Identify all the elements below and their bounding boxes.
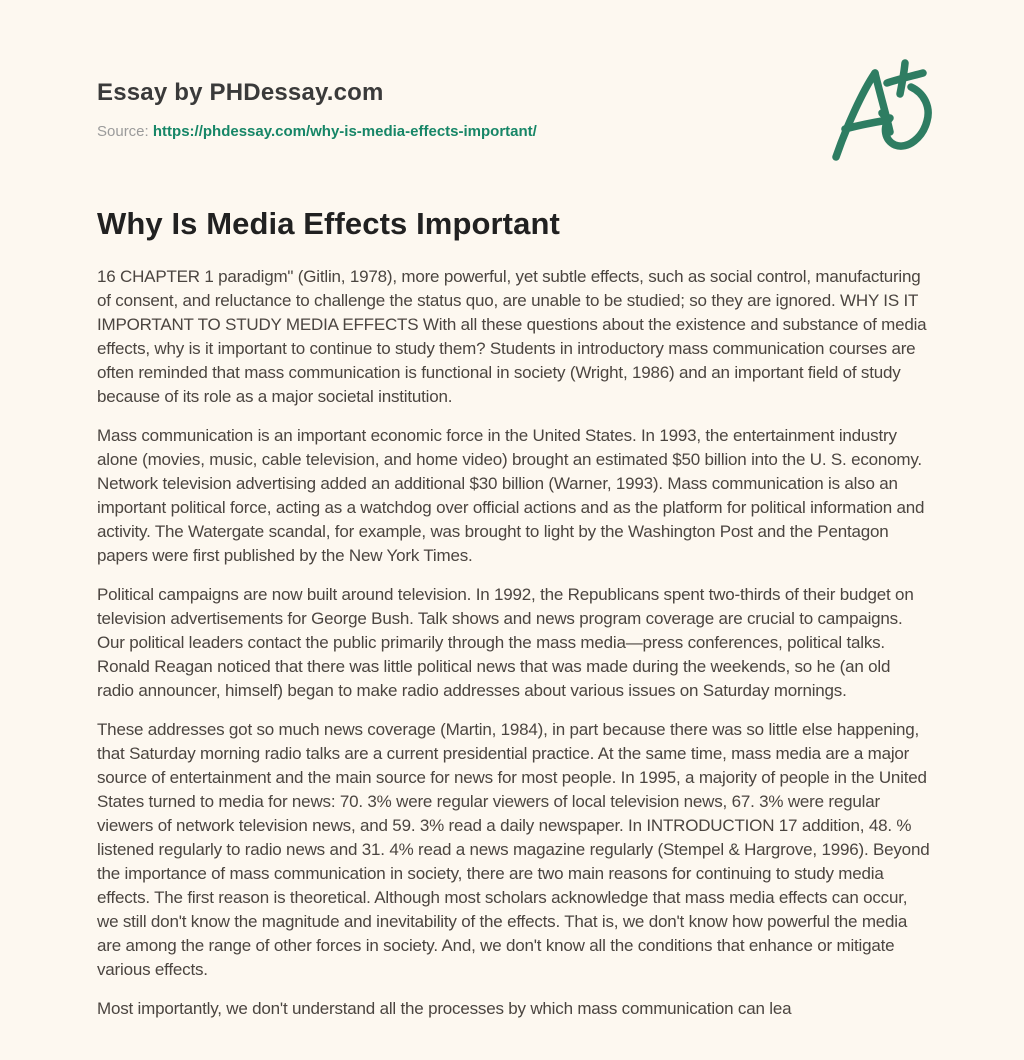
essay-body [97, 265, 930, 1021]
site-header-title: Essay by PHDessay.com [97, 79, 384, 106]
a-plus-logo-icon [826, 56, 938, 174]
content-column [97, 0, 930, 1036]
essay-paragraph-2: Mass communication is an important economic force in the United States. In 1993, the entertainment industry alone (movies, music, cable television, and home video) brought an estimated $50 billion into the U. S. economy. Network television advertising added an additional $30 billion (Warner, 1993). Mass communication is also an important political force, acting as a watchdog over official actions and as the platform for political information and activity. The Watergate scandal, for example, was brought to light by the Washington Post and the Pentagon papers were first published by the New York Times. [97, 426, 925, 565]
essay-paragraph-1: 16 CHAPTER 1 paradigm" (Gitlin, 1978), more powerful, yet subtle effects, such as social control, manufacturing of consent, and reluctance to challenge the status quo, are unable to be studied; so they are ignored. WHY IS IT IMPORTANT TO STUDY MEDIA EFFECTS With all these questions about the existence and substance of media effects, why is it important to continue to study them? Students in introductory mass communication courses are often reminded that mass communication is functional in society (Wright, 1986) and an important field of study because of its role as a major societal institution. [97, 267, 927, 406]
source-link[interactable]: https://phdessay.com/why-is-media-effects-important/ [152, 123, 537, 140]
essay-paragraph-3: Political campaigns are now built around television. In 1992, the Republicans spent two-thirds of their budget on television advertisements for George Bush. Talk shows and news program coverage are crucial to campaigns. Our political leaders contact the public primarily through the mass media—press conferences, political talks. Ronald Reagan noticed that there was little political news that was made during the weekends, so he (an old radio announcer, himself) began to make radio addresses about various issues on Saturday mornings. [97, 585, 914, 700]
essay-title: Why Is Media Effects Important [97, 206, 560, 241]
source-label: Source: [97, 123, 149, 140]
source-line [97, 123, 930, 141]
essay-paragraph-5-truncated: Most importantly, we don't understand all the processes by which mass communication can lea [97, 999, 792, 1018]
essay-paragraph-4: These addresses got so much news coverage (Martin, 1984), in part because there was so little else happening, that Saturday morning radio talks are a current presidential practice. At the same time, mass media are a major source of entertainment and the main source for news for most people. In 1995, a majority of people in the United States turned to media for news: 70. 3% were regular viewers of local television news, 67. 3% were regular viewers of network television news, and 59. 3% read a daily newspaper. In INTRODUCTION 17 addition, 48. % listened regularly to radio news and 31. 4% read a news magazine regularly (Stempel & Hargrove, 1996). Beyond the importance of mass communication in society, there are two main reasons for continuing to study media effects. The first reason is theoretical. Although most scholars acknowledge that mass media effects can occur, we still don't know the magnitude and inevitability of the effects. That is, we don't know how powerful the media are among the range of other forces in society. And, we don't know all the conditions that enhance or mitigate various effects. [97, 720, 930, 979]
